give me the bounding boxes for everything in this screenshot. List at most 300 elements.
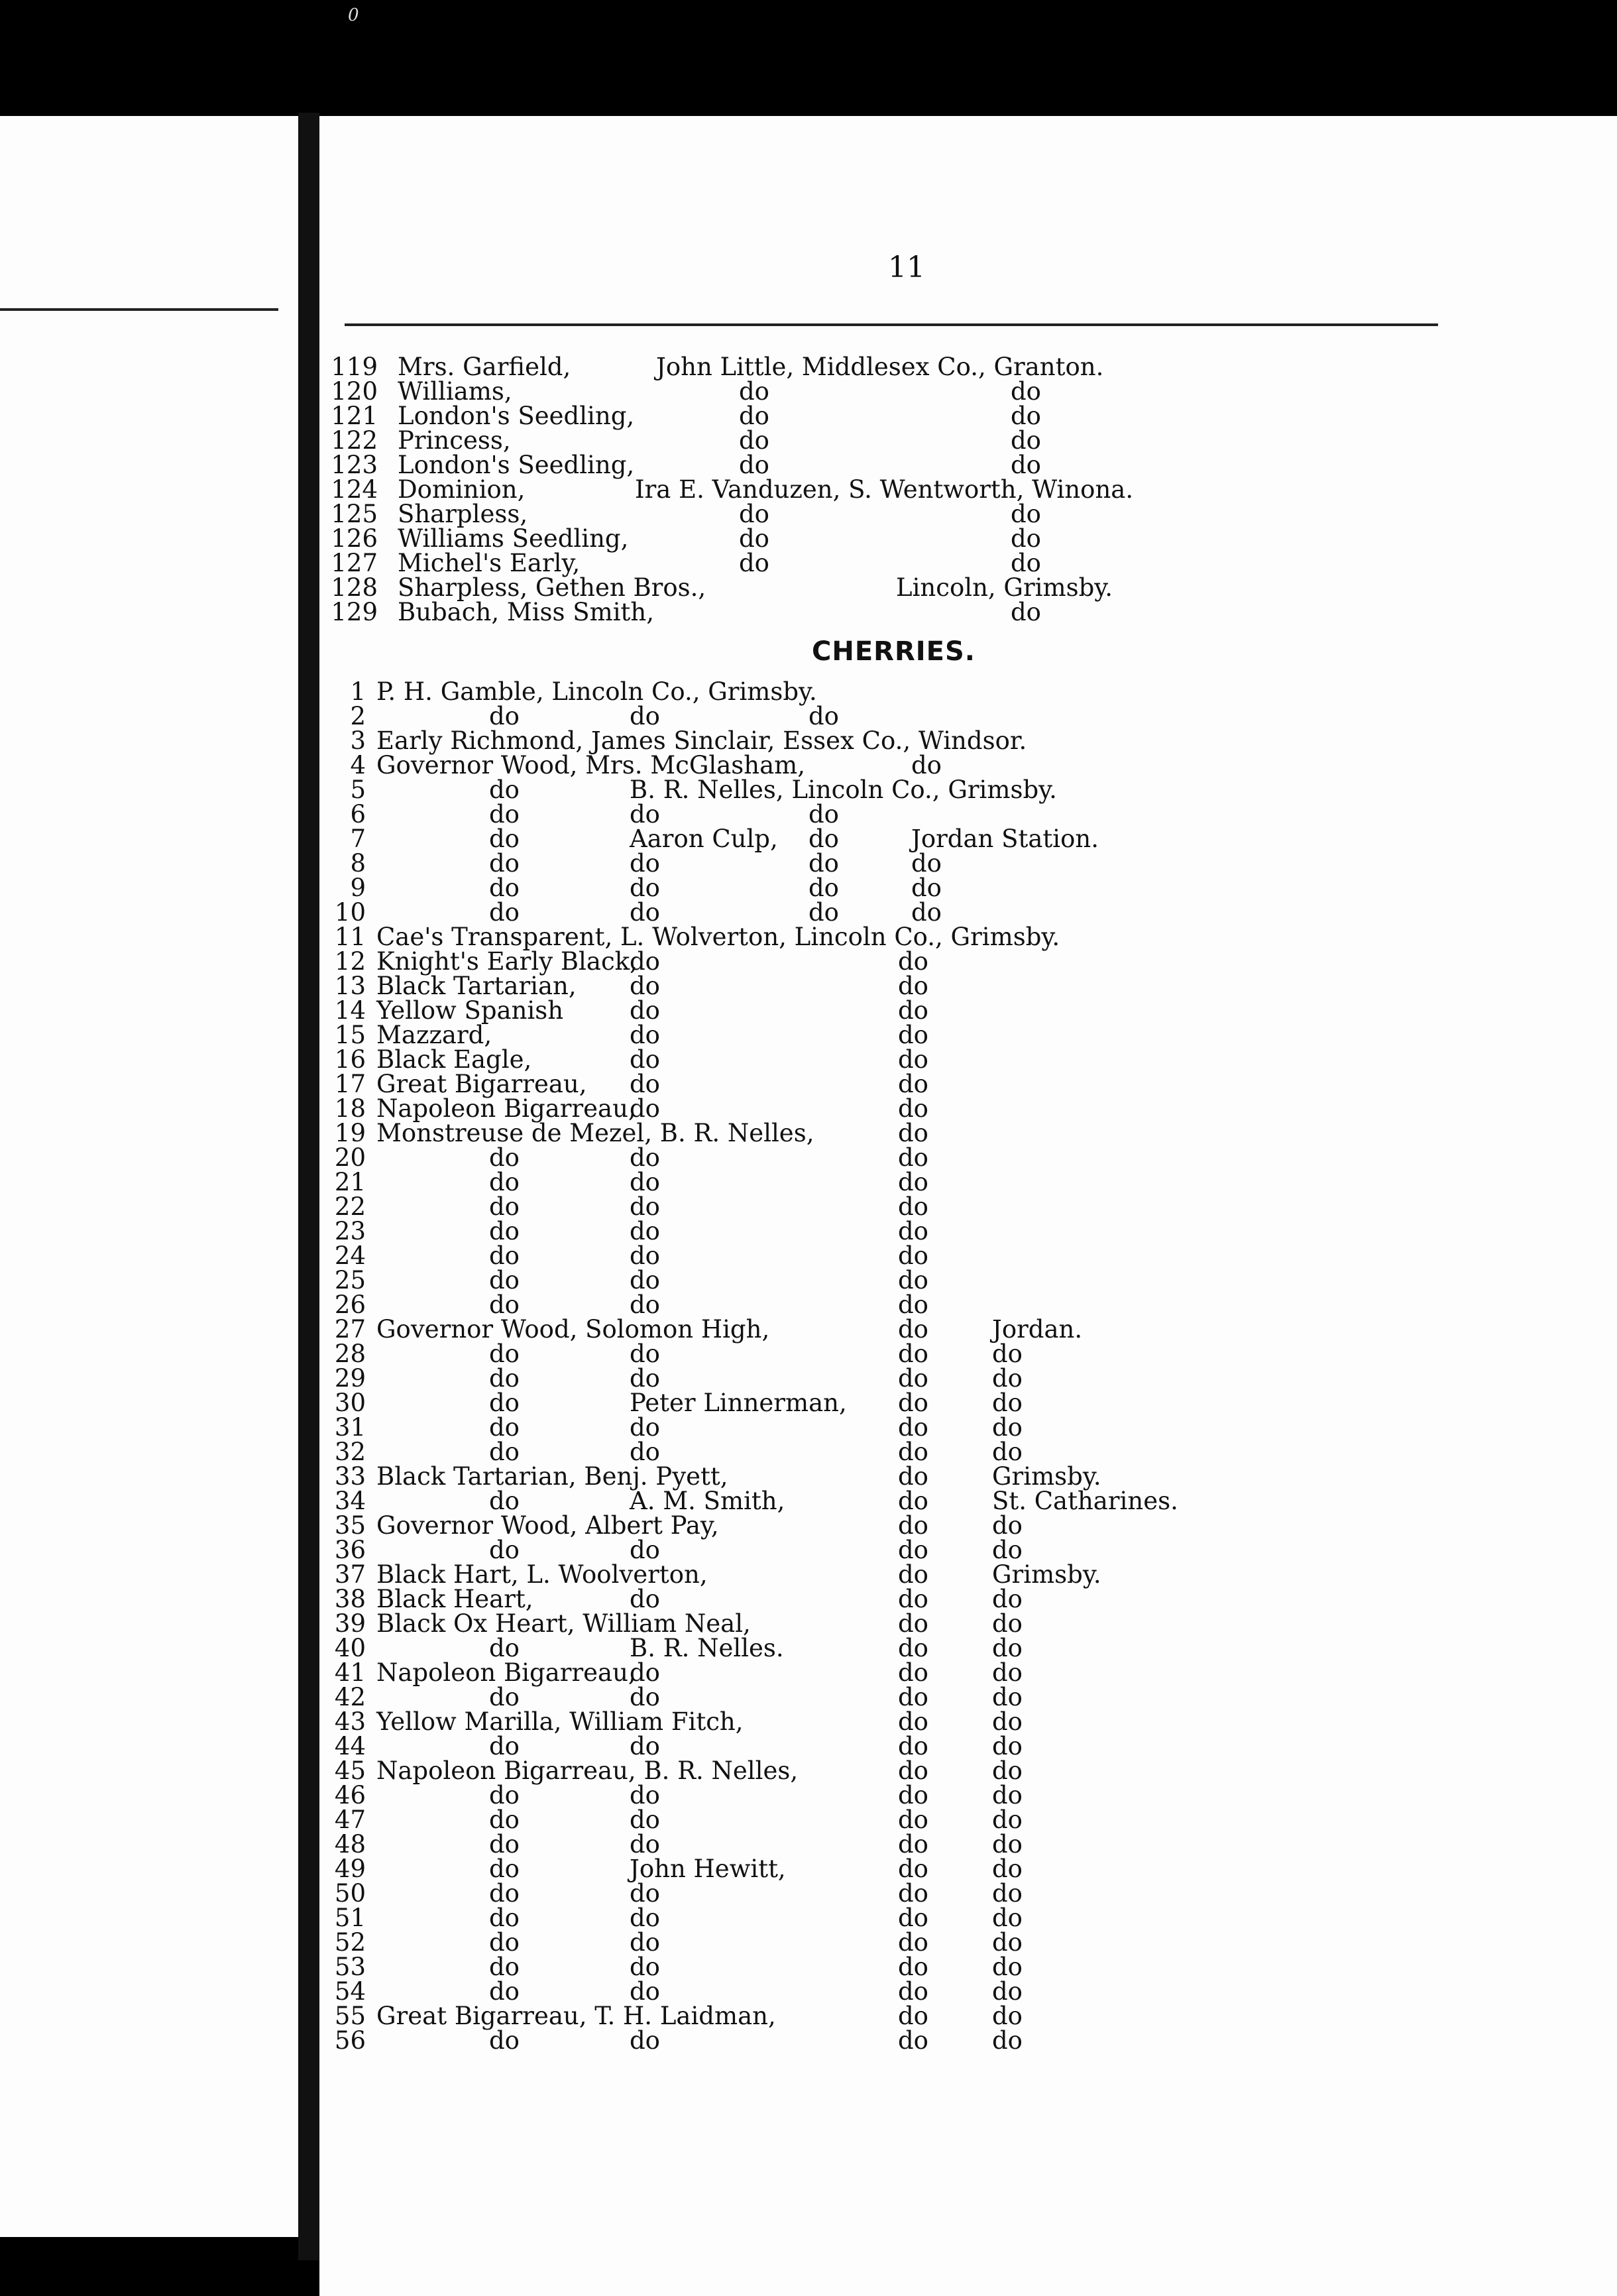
table-row — [0, 1096, 1617, 1121]
entry-county: do — [898, 1070, 928, 1098]
entry-county: do — [898, 1119, 928, 1147]
table-row — [0, 753, 1617, 777]
entry-county: do — [898, 947, 928, 976]
table-row — [0, 1415, 1617, 1440]
entry-number: 46 — [334, 1781, 366, 1809]
entry-text: do — [489, 1634, 520, 1662]
entry-number: 123 — [331, 451, 378, 479]
list-item — [0, 404, 1617, 428]
entry-number: 30 — [334, 1389, 366, 1417]
entry-place: do — [911, 874, 942, 902]
table-row — [0, 827, 1617, 851]
table-row — [0, 728, 1617, 753]
entry-exhibitor: do — [630, 1683, 660, 1711]
table-row — [0, 1464, 1617, 1489]
entry-place: do — [992, 2002, 1023, 2030]
location: do — [1011, 598, 1041, 626]
entry-number: 19 — [334, 1119, 366, 1147]
table-row — [0, 1660, 1617, 1685]
table-row — [0, 1023, 1617, 1047]
list-item — [0, 575, 1617, 600]
table-row — [0, 1562, 1617, 1587]
entry-number: 129 — [331, 598, 378, 626]
entry-number: 21 — [334, 1168, 366, 1196]
entry-county: do — [898, 1315, 928, 1344]
entry-place: do — [992, 1683, 1023, 1711]
table-row — [0, 1783, 1617, 1808]
table-row — [0, 1121, 1617, 1145]
entry-number: 127 — [331, 549, 378, 577]
table-row — [0, 802, 1617, 827]
entry-county: do — [808, 849, 839, 878]
entry-number: 27 — [334, 1315, 366, 1344]
variety-name: Sharpless, Gethen Bros., — [398, 573, 706, 602]
entry-exhibitor: do — [630, 1438, 660, 1466]
entry-text: Black Ox Heart, William Neal, — [376, 1609, 751, 1638]
entry-number: 24 — [334, 1241, 366, 1270]
entry-number: 48 — [334, 1830, 366, 1859]
entry-text: do — [489, 1806, 520, 1834]
entry-number: 126 — [331, 524, 378, 553]
entry-county: do — [898, 1168, 928, 1196]
table-row — [0, 998, 1617, 1023]
entry-exhibitor: do — [630, 1266, 660, 1294]
entry-county: do — [898, 1192, 928, 1221]
entry-text: do — [489, 1192, 520, 1221]
entry-place: St. Catharines. — [992, 1487, 1178, 1515]
entry-exhibitor: do — [630, 1241, 660, 1270]
entry-county: do — [898, 2002, 928, 2030]
entry-number: 3 — [350, 726, 366, 755]
entry-county: do — [898, 1389, 928, 1417]
entry-number: 35 — [334, 1511, 366, 1540]
entry-exhibitor: do — [630, 874, 660, 902]
variety-name: London's Seedling, — [398, 451, 635, 479]
entry-exhibitor: A. M. Smith, — [630, 1487, 785, 1515]
entry-place: do — [992, 1879, 1023, 1908]
entry-text: do — [489, 898, 520, 927]
entry-text: Knight's Early Black, — [376, 947, 638, 976]
table-row — [0, 974, 1617, 998]
entry-text: do — [489, 1928, 520, 1957]
entry-number: 25 — [334, 1266, 366, 1294]
entry-number: 52 — [334, 1928, 366, 1957]
entry-exhibitor: do — [630, 1585, 660, 1613]
entry-county: do — [898, 1241, 928, 1270]
entry-exhibitor: do — [630, 947, 660, 976]
entry-place: do — [911, 849, 942, 878]
entry-exhibitor: do — [630, 1021, 660, 1049]
entry-county: do — [898, 1928, 928, 1957]
location: do — [1011, 524, 1041, 553]
entry-text: Governor Wood, Solomon High, — [376, 1315, 770, 1344]
entry-county: do — [898, 1585, 928, 1613]
list-item — [0, 379, 1617, 404]
table-row — [0, 1930, 1617, 1955]
entry-exhibitor: do — [630, 2026, 660, 2055]
entry-number: 34 — [334, 1487, 366, 1515]
entry-number: 9 — [350, 874, 366, 902]
entry-county: do — [898, 1291, 928, 1319]
entry-text: do — [489, 1732, 520, 1760]
entry-number: 28 — [334, 1340, 366, 1368]
entry-county: do — [898, 1781, 928, 1809]
entry-county: do — [898, 1340, 928, 1368]
entry-number: 120 — [331, 377, 378, 406]
entry-number: 122 — [331, 426, 378, 455]
entry-number: 38 — [334, 1585, 366, 1613]
entry-number: 18 — [334, 1094, 366, 1123]
entry-number: 39 — [334, 1609, 366, 1638]
entry-number: 125 — [331, 500, 378, 528]
table-row — [0, 1979, 1617, 2004]
entry-text: do — [489, 1781, 520, 1809]
left-page-rule — [0, 308, 278, 311]
variety-name: Princess, — [398, 426, 511, 455]
entry-exhibitor: do — [630, 1830, 660, 1859]
table-row — [0, 1047, 1617, 1072]
entry-text: Black Tartarian, — [376, 972, 577, 1000]
entry-county: do — [898, 1536, 928, 1564]
entry-text: Yellow Spanish — [376, 996, 564, 1025]
table-row — [0, 679, 1617, 704]
entry-exhibitor: do — [630, 972, 660, 1000]
entry-text: do — [489, 1241, 520, 1270]
entry-place: do — [992, 1977, 1023, 2006]
table-row — [0, 1758, 1617, 1783]
table-row — [0, 1611, 1617, 1636]
exhibitor: do — [739, 377, 769, 406]
entry-place: do — [992, 1340, 1023, 1368]
table-row — [0, 1219, 1617, 1243]
list-item — [0, 355, 1617, 379]
entry-exhibitor: do — [630, 1806, 660, 1834]
entry-place: do — [992, 1756, 1023, 1785]
entry-text: do — [489, 1953, 520, 1981]
entry-exhibitor: do — [630, 1143, 660, 1172]
entry-place: Jordan Station. — [911, 825, 1099, 853]
entry-exhibitor: do — [630, 1192, 660, 1221]
table-row — [0, 1366, 1617, 1391]
entry-number: 16 — [334, 1045, 366, 1074]
entry-county: do — [898, 1707, 928, 1736]
list-item — [0, 526, 1617, 551]
entry-text: do — [489, 1389, 520, 1417]
entry-text: do — [489, 849, 520, 878]
entry-number: 4 — [350, 751, 366, 779]
entry-place: do — [992, 1732, 1023, 1760]
entry-number: 23 — [334, 1217, 366, 1245]
entry-county: do — [898, 1904, 928, 1932]
entry-text: do — [489, 874, 520, 902]
entry-county: do — [898, 1266, 928, 1294]
entry-text: Napoleon Bigarreau, — [376, 1658, 636, 1687]
entry-number: 33 — [334, 1462, 366, 1491]
table-row — [0, 2004, 1617, 2028]
entry-number: 119 — [331, 353, 378, 381]
entry-county: do — [898, 1413, 928, 1442]
entry-number: 14 — [334, 996, 366, 1025]
entry-county: do — [898, 1143, 928, 1172]
entry-text: P. H. Gamble, Lincoln Co., Grimsby. — [376, 677, 817, 706]
entry-county: do — [898, 1364, 928, 1393]
entry-text: Early Richmond, James Sinclair, Essex Co., Windsor. — [376, 726, 1027, 755]
location: do — [1011, 377, 1041, 406]
entry-exhibitor: do — [630, 1413, 660, 1442]
entry-text: do — [489, 1977, 520, 2006]
table-row — [0, 1072, 1617, 1096]
location: do — [1011, 402, 1041, 430]
variety-name: Williams Seedling, — [398, 524, 629, 553]
table-row — [0, 1636, 1617, 1660]
entry-text: Governor Wood, Mrs. McGlasham, — [376, 751, 806, 779]
entry-number: 20 — [334, 1143, 366, 1172]
entry-county: do — [898, 1487, 928, 1515]
entry-place: do — [992, 1781, 1023, 1809]
table-row — [0, 1489, 1617, 1513]
table-row — [0, 1538, 1617, 1562]
entry-number: 10 — [334, 898, 366, 927]
entry-number: 47 — [334, 1806, 366, 1834]
entry-number: 37 — [334, 1560, 366, 1589]
entry-number: 11 — [334, 923, 366, 951]
entry-text: Governor Wood, Albert Pay, — [376, 1511, 719, 1540]
entry-county: do — [898, 972, 928, 1000]
variety-name: Mrs. Garfield, — [398, 353, 571, 381]
entry-number: 8 — [350, 849, 366, 878]
entry-number: 26 — [334, 1291, 366, 1319]
entry-text: do — [489, 2026, 520, 2055]
entry-number: 31 — [334, 1413, 366, 1442]
entry-number: 44 — [334, 1732, 366, 1760]
entry-number: 51 — [334, 1904, 366, 1932]
table-row — [0, 1906, 1617, 1930]
page-number: 11 — [888, 251, 925, 284]
entry-exhibitor: John Hewitt, — [630, 1855, 786, 1883]
entry-exhibitor: do — [630, 1291, 660, 1319]
table-row — [0, 876, 1617, 900]
entry-number: 36 — [334, 1536, 366, 1564]
table-row — [0, 1391, 1617, 1415]
entry-exhibitor: do — [630, 996, 660, 1025]
entry-exhibitor: do — [630, 1094, 660, 1123]
entry-county: do — [898, 1879, 928, 1908]
table-row — [0, 900, 1617, 925]
variety-name: Williams, — [398, 377, 512, 406]
entry-text: Napoleon Bigarreau, B. R. Nelles, — [376, 1756, 799, 1785]
table-row — [0, 1194, 1617, 1219]
entry-county: do — [808, 800, 839, 829]
entry-place: do — [992, 1953, 1023, 1981]
location: Lincoln, Grimsby. — [896, 573, 1113, 602]
entry-text: do — [489, 1217, 520, 1245]
entry-exhibitor: do — [630, 1977, 660, 2006]
table-row — [0, 851, 1617, 876]
entry-number: 7 — [350, 825, 366, 853]
entry-place: Grimsby. — [992, 1560, 1101, 1589]
entry-text: do — [489, 1855, 520, 1883]
entry-exhibitor: do — [630, 898, 660, 927]
entry-text: Great Bigarreau, T. H. Laidman, — [376, 2002, 776, 2030]
entry-county: do — [898, 1855, 928, 1883]
entry-text: do — [489, 1291, 520, 1319]
entry-text: do — [489, 1266, 520, 1294]
entry-text: Black Tartarian, Benj. Pyett, — [376, 1462, 728, 1491]
entry-place: do — [992, 1806, 1023, 1834]
entry-place: Jordan. — [992, 1315, 1083, 1344]
entry-number: 32 — [334, 1438, 366, 1466]
entry-county: do — [898, 1217, 928, 1245]
entry-exhibitor: B. R. Nelles, Lincoln Co., Grimsby. — [630, 775, 1057, 804]
table-row — [0, 1440, 1617, 1464]
entry-county: do — [898, 1977, 928, 2006]
entry-text: do — [489, 1413, 520, 1442]
entry-exhibitor: do — [630, 1928, 660, 1957]
entry-exhibitor: Peter Linnerman, — [630, 1389, 847, 1417]
exhibitor: John Little, Middlesex Co., Granton. — [656, 353, 1104, 381]
table-row — [0, 1881, 1617, 1906]
entry-county: do — [898, 1732, 928, 1760]
entry-number: 128 — [331, 573, 378, 602]
entry-text: Yellow Marilla, William Fitch, — [376, 1707, 744, 1736]
entry-place: do — [992, 1609, 1023, 1638]
entry-county: do — [898, 1021, 928, 1049]
entry-county: do — [898, 2026, 928, 2055]
entry-place: do — [911, 898, 942, 927]
entry-place: do — [992, 1585, 1023, 1613]
location: do — [1011, 451, 1041, 479]
list-item — [0, 453, 1617, 477]
entry-county: do — [898, 1806, 928, 1834]
entry-place: Grimsby. — [992, 1462, 1101, 1491]
entry-county: do — [898, 1438, 928, 1466]
entry-text: do — [489, 1438, 520, 1466]
entry-place: do — [992, 2026, 1023, 2055]
entry-county: do — [898, 1683, 928, 1711]
entry-text: do — [489, 702, 520, 730]
entry-number: 12 — [334, 947, 366, 976]
table-row — [0, 1587, 1617, 1611]
list-item — [0, 477, 1617, 502]
exhibitor: do — [739, 500, 769, 528]
entry-exhibitor: do — [630, 800, 660, 829]
entry-number: 5 — [350, 775, 366, 804]
entry-number: 40 — [334, 1634, 366, 1662]
entry-place: do — [992, 1658, 1023, 1687]
entry-exhibitor: do — [630, 1904, 660, 1932]
entry-place: do — [992, 1830, 1023, 1859]
exhibitor: do — [739, 426, 769, 455]
entry-place: do — [911, 751, 942, 779]
entry-county: do — [898, 1609, 928, 1638]
entry-exhibitor: do — [630, 1168, 660, 1196]
variety-name: Sharpless, — [398, 500, 528, 528]
entry-county: do — [808, 898, 839, 927]
table-row — [0, 1292, 1617, 1317]
exhibitor: do — [739, 451, 769, 479]
entry-text: Monstreuse de Mezel, B. R. Nelles, — [376, 1119, 814, 1147]
entry-number: 43 — [334, 1707, 366, 1736]
entry-number: 53 — [334, 1953, 366, 1981]
table-row — [0, 1734, 1617, 1758]
entry-county: do — [898, 996, 928, 1025]
entry-exhibitor: do — [630, 1340, 660, 1368]
list-item — [0, 600, 1617, 624]
entry-county: do — [808, 702, 839, 730]
entry-place: do — [992, 1634, 1023, 1662]
entry-place: do — [992, 1389, 1023, 1417]
entry-number: 121 — [331, 402, 378, 430]
entry-text: do — [489, 1168, 520, 1196]
entry-place: do — [992, 1364, 1023, 1393]
variety-name: London's Seedling, — [398, 402, 635, 430]
table-row — [0, 1145, 1617, 1170]
entry-place: do — [992, 1855, 1023, 1883]
entry-exhibitor: B. R. Nelles. — [630, 1634, 784, 1662]
entry-text: do — [489, 1536, 520, 1564]
entry-number: 124 — [331, 475, 378, 504]
entry-exhibitor: do — [630, 1781, 660, 1809]
exhibitor: Ira E. Vanduzen, S. Wentworth, Winona. — [635, 475, 1134, 504]
table-row — [0, 1513, 1617, 1538]
entry-place: do — [992, 1707, 1023, 1736]
entry-text: Black Hart, L. Woolverton, — [376, 1560, 708, 1589]
entry-text: do — [489, 1487, 520, 1515]
table-row — [0, 1342, 1617, 1366]
entry-place: do — [992, 1413, 1023, 1442]
table-row — [0, 1857, 1617, 1881]
entry-number: 54 — [334, 1977, 366, 2006]
entry-place: do — [992, 1438, 1023, 1466]
entry-county: do — [808, 874, 839, 902]
table-row — [0, 1832, 1617, 1857]
table-row — [0, 704, 1617, 728]
table-row — [0, 925, 1617, 949]
location: do — [1011, 549, 1041, 577]
entry-text: Cae's Transparent, L. Wolverton, Lincoln Co., Grimsby. — [376, 923, 1060, 951]
entry-place: do — [992, 1904, 1023, 1932]
header-rule — [345, 323, 1438, 326]
table-row — [0, 949, 1617, 974]
entry-exhibitor: do — [630, 1953, 660, 1981]
entry-exhibitor: do — [630, 1217, 660, 1245]
entry-text: do — [489, 1683, 520, 1711]
entry-exhibitor: do — [630, 1364, 660, 1393]
table-row — [0, 1955, 1617, 1979]
entry-exhibitor: do — [630, 1045, 660, 1074]
entry-number: 41 — [334, 1658, 366, 1687]
table-row — [0, 777, 1617, 802]
table-row — [0, 1170, 1617, 1194]
entry-number: 6 — [350, 800, 366, 829]
table-row — [0, 2028, 1617, 2053]
location: do — [1011, 426, 1041, 455]
entry-number: 1 — [350, 677, 366, 706]
exhibitor: do — [739, 549, 769, 577]
exhibitor: do — [739, 402, 769, 430]
entry-text: do — [489, 1904, 520, 1932]
entry-exhibitor: do — [630, 1732, 660, 1760]
entry-place: do — [992, 1511, 1023, 1540]
entry-exhibitor: do — [630, 849, 660, 878]
table-row — [0, 1808, 1617, 1832]
entry-number: 56 — [334, 2026, 366, 2055]
entry-exhibitor: Aaron Culp, — [630, 825, 778, 853]
entry-text: do — [489, 1830, 520, 1859]
entry-text: Napoleon Bigarreau, — [376, 1094, 636, 1123]
table-row — [0, 1317, 1617, 1342]
entry-number: 29 — [334, 1364, 366, 1393]
